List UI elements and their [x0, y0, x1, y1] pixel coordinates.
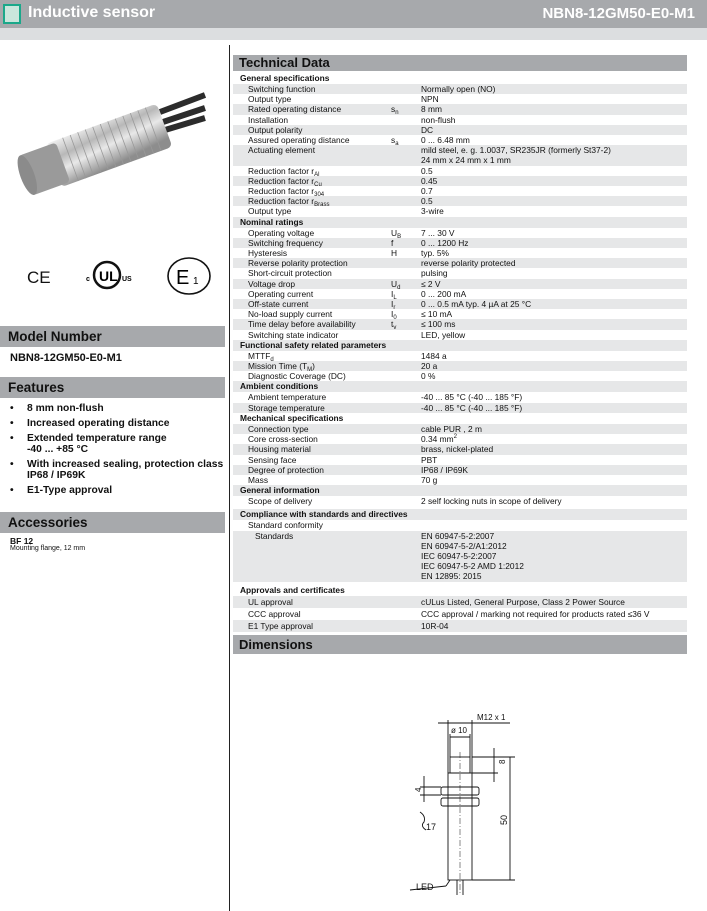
length-8-label: 8	[498, 759, 507, 764]
spec-value: DC	[421, 124, 434, 135]
model-number: NBN8-12GM50-E0-M1	[10, 352, 122, 364]
spec-value: 0.34 $mm^2$	[421, 434, 457, 445]
spec-row	[233, 455, 687, 465]
svg-text:1: 1	[193, 276, 199, 287]
spec-row	[233, 330, 687, 340]
spec-value: ≤ 10 mA	[421, 309, 453, 320]
section-heading: Ambient conditions	[233, 381, 687, 392]
spec-symbol	[391, 351, 421, 361]
spec-label: Time delay before availability	[248, 319, 356, 330]
spec-symbol	[391, 424, 421, 434]
spec-label: Diagnostic Coverage (DC)	[248, 371, 346, 382]
spec-label: Connection type	[248, 423, 309, 434]
spec-symbol	[391, 475, 421, 485]
spec-label: CCC approval	[248, 608, 301, 619]
accessories-heading: Accessories	[0, 512, 225, 533]
spec-symbol	[391, 206, 421, 216]
spec-label: Storage temperature	[248, 402, 325, 413]
spec-value: 0 ... 1200 Hz	[421, 237, 469, 248]
led-label: LED	[416, 882, 434, 892]
spec-row	[233, 434, 687, 444]
wrench-size-label: 17	[426, 822, 437, 832]
header-bar	[0, 0, 707, 28]
spec-value: IP68 / IP69K	[421, 464, 469, 475]
header-model: NBN8-12GM50-E0-M1	[542, 5, 695, 22]
dimensions-heading: Dimensions	[233, 635, 687, 654]
svg-text:E: E	[176, 267, 190, 289]
spec-row	[233, 289, 687, 299]
thread-label: M12 x 1	[477, 713, 506, 722]
spec-symbol	[391, 465, 421, 475]
spec-label: UL approval	[248, 596, 293, 607]
spec-label: Scope of delivery	[248, 496, 313, 507]
spec-row	[233, 531, 687, 582]
spec-row	[233, 248, 687, 258]
spec-value: 20 a	[421, 361, 438, 372]
spec-value: ≤ 2 V	[421, 278, 441, 289]
features-list	[10, 403, 223, 500]
spec-value: typ. 5%	[421, 248, 449, 259]
spec-symbol	[391, 520, 421, 530]
spec-row	[233, 258, 687, 268]
e1-logo	[166, 256, 214, 296]
spec-label: Reduction factor $r_{304}$	[248, 186, 325, 199]
accessory-description: Mounting flange, 12 mm	[10, 545, 86, 552]
technical-data-heading: Technical Data	[233, 55, 687, 71]
spec-value: 0.5	[421, 196, 433, 207]
feature-item: • Increased operating distance	[10, 418, 223, 429]
spec-row	[233, 371, 687, 381]
spec-symbol: $I_0$	[391, 309, 397, 322]
dimension-drawing	[380, 700, 540, 911]
spec-label: Short-circuit protection	[248, 268, 332, 279]
spec-label: Operating current	[248, 288, 314, 299]
spec-label: Installation	[248, 114, 289, 125]
spec-symbol	[391, 330, 421, 340]
spec-value: 0.5	[421, 165, 433, 176]
spec-value: 7 ... 30 V	[421, 227, 455, 238]
spec-symbol	[391, 125, 421, 135]
spec-label: Core cross-section	[248, 434, 318, 445]
spec-value: Normally open (NO)	[421, 84, 496, 94]
features-heading: Features	[0, 377, 225, 398]
spec-value: 0 %	[421, 371, 436, 382]
spec-symbol	[391, 258, 421, 268]
spec-symbol	[391, 94, 421, 104]
spec-value: EN 60947-5-2:2007 EN 60947-5-2/A1:2012 IEC 60947-5-2:2007 IEC 60947-5-2 AMD 1:2012 EN 12895: 2015	[421, 530, 524, 582]
spec-value: cable PUR , 2 m	[421, 423, 482, 434]
spec-value: cULus Listed, General Purpose, Class 2 Power Source	[421, 596, 625, 607]
brand-square-icon	[3, 4, 21, 24]
spec-label: Reduction factor $r_{Al}$	[248, 165, 320, 178]
spec-symbol	[391, 84, 421, 94]
spec-label: Assured operating distance	[248, 135, 350, 146]
section-heading: Compliance with standards and directives	[233, 509, 687, 520]
spec-symbol: $U_d$	[391, 278, 401, 291]
spec-row	[233, 424, 687, 434]
spec-label: Reverse polarity protection	[248, 258, 348, 269]
spec-label: Mass	[248, 474, 269, 485]
spec-symbol	[391, 361, 421, 371]
spec-value: reverse polarity protected	[421, 258, 516, 269]
spec-value: 0.7	[421, 186, 433, 197]
spec-value: non-flush	[421, 114, 456, 125]
spec-label: No-load supply current	[248, 309, 333, 320]
spec-row	[233, 238, 687, 248]
spec-row	[233, 104, 687, 117]
section-heading: General specifications	[240, 73, 330, 83]
spec-row	[233, 475, 687, 485]
spec-row	[233, 392, 687, 402]
culus-logo	[86, 258, 144, 292]
spec-label: Rated operating distance	[248, 104, 342, 115]
spec-symbol	[391, 268, 421, 278]
section-heading: General information	[233, 485, 687, 496]
spec-row	[233, 596, 687, 608]
technical-data	[233, 55, 687, 654]
spec-label: Output type	[248, 94, 292, 105]
spec-row	[233, 115, 687, 125]
spec-value	[421, 520, 687, 530]
spec-symbol: $t_v$	[391, 319, 397, 332]
spec-value: 70 g	[421, 474, 438, 485]
spec-row	[233, 196, 687, 209]
spec-value: 10R-04	[421, 621, 449, 632]
spec-label: Switching function	[248, 84, 316, 94]
spec-label: Reduction factor $r_{Cu}$	[248, 175, 322, 188]
spec-label: Reduction factor $r_{Brass}$	[248, 196, 330, 209]
section-heading: Approvals and certificates	[240, 584, 345, 595]
spec-label: Switching state indicator	[248, 329, 339, 340]
spec-symbol: f	[391, 237, 394, 248]
spec-row	[233, 351, 687, 361]
spec-label: Housing material	[248, 444, 311, 455]
spec-symbol	[391, 145, 421, 165]
spec-row	[233, 84, 687, 94]
spec-row	[233, 309, 687, 322]
model-number-heading: Model Number	[0, 326, 225, 347]
spec-symbol: $U_B$	[391, 227, 402, 240]
ce-logo: CE	[27, 268, 51, 287]
spec-row	[233, 465, 687, 475]
feature-item: • With increased sealing, protection class IP68 / IP69K	[10, 459, 223, 481]
section-heading: Functional safety related parameters	[233, 340, 687, 351]
spec-row	[233, 279, 687, 289]
nut-4-label: 4	[414, 787, 423, 792]
spec-row	[233, 125, 687, 135]
feature-item: • 8 mm non-flush	[10, 403, 223, 414]
spec-label: Standard conformity	[248, 520, 323, 531]
spec-label: Operating voltage	[248, 227, 315, 238]
spec-value: brass, nickel-plated	[421, 444, 494, 455]
spec-symbol	[391, 403, 421, 413]
spec-symbol	[391, 392, 421, 402]
spec-symbol	[391, 186, 421, 196]
spec-value: CCC approval / marking not required for products rated ≤36 V	[421, 608, 650, 619]
spec-label: Actuating element	[248, 145, 316, 156]
spec-symbol	[391, 455, 421, 465]
spec-symbol: $I_r$	[391, 299, 396, 312]
header-band	[0, 28, 707, 40]
section-heading: Nominal ratings	[233, 217, 687, 228]
spec-symbol	[391, 371, 421, 381]
spec-symbol	[391, 444, 421, 454]
spec-row	[233, 299, 687, 312]
spec-symbol	[391, 596, 421, 608]
svg-text:US: US	[122, 276, 132, 283]
spec-label: Ambient temperature	[248, 392, 327, 403]
spec-symbol: $s_a$	[391, 135, 399, 148]
spec-label: Output type	[248, 206, 292, 217]
spec-row	[233, 496, 687, 506]
spec-value: PBT	[421, 454, 438, 465]
spec-label: Sensing face	[248, 454, 297, 465]
spec-value: -40 ... 85 °C (-40 ... 185 °F)	[421, 392, 523, 403]
spec-value: 0.45	[421, 175, 438, 186]
spec-value: 1484 a	[421, 350, 447, 361]
spec-label: Off-state current	[248, 299, 309, 310]
spec-label: Voltage drop	[248, 278, 296, 289]
spec-value: LED, yellow	[421, 329, 466, 340]
section-heading: Mechanical specifications	[240, 412, 344, 423]
feature-item: • E1-Type approval	[10, 485, 223, 496]
spec-symbol	[391, 196, 421, 206]
spec-symbol	[391, 115, 421, 125]
spec-row	[233, 145, 687, 165]
spec-value: 8 mm	[421, 104, 442, 115]
spec-value: 0 ... 200 mA	[421, 288, 467, 299]
svg-text:c: c	[86, 276, 90, 283]
spec-row	[233, 206, 687, 216]
spec-row	[233, 520, 687, 530]
accessory-name: BF 12	[10, 536, 34, 546]
spec-label: E1 Type approval	[248, 621, 314, 632]
spec-row	[233, 403, 687, 413]
spec-label: Switching frequency	[248, 237, 323, 248]
spec-row	[233, 176, 687, 186]
spec-value: NPN	[421, 94, 439, 105]
spec-row	[233, 166, 687, 176]
spec-label: Standards	[255, 530, 294, 541]
spec-row	[233, 319, 687, 332]
spec-value: 3-wire	[421, 206, 444, 217]
spec-label: Mission Time $(T_M)$	[248, 361, 315, 374]
spec-label: Output polarity	[248, 124, 303, 135]
spec-value: -40 ... 85 °C (-40 ... 185 °F)	[421, 402, 523, 413]
spec-symbol: H	[391, 248, 398, 259]
spec-value: mild steel, e. g. 1.0037, SR235JR (formerly St37-2) 24 mm x 24 mm x 1 mm	[421, 145, 611, 166]
diameter-label: ø 10	[451, 726, 468, 735]
spec-symbol: $I_L$	[391, 288, 397, 301]
spec-value: 0 ... 6.48 mm	[421, 135, 470, 146]
spec-value: ≤ 100 ms	[421, 319, 456, 330]
spec-row	[233, 186, 687, 199]
spec-symbol: $s_n$	[391, 104, 399, 117]
spec-row	[233, 228, 687, 238]
svg-text:UL: UL	[99, 268, 118, 284]
spec-symbol	[391, 496, 421, 506]
spec-label: $MTTF_d$	[248, 350, 274, 363]
spec-row	[233, 94, 687, 104]
spec-row	[233, 268, 687, 278]
spec-label: Hysteresis	[248, 248, 288, 259]
spec-symbol	[391, 531, 421, 582]
spec-label: Degree of protection	[248, 464, 324, 475]
product-image	[0, 50, 228, 250]
spec-value: 2 self locking nuts in scope of delivery	[421, 496, 562, 507]
spec-symbol	[391, 620, 421, 632]
spec-row	[233, 444, 687, 454]
feature-item: • Extended temperature range -40 ... +85 °C	[10, 433, 223, 455]
spec-symbol	[391, 434, 421, 444]
column-divider	[229, 45, 230, 911]
spec-row	[233, 608, 687, 620]
spec-row	[233, 135, 687, 148]
length-50-label: 50	[499, 814, 509, 825]
spec-row	[233, 620, 687, 632]
spec-value: pulsing	[421, 268, 448, 279]
spec-symbol	[391, 166, 421, 176]
spec-row	[233, 361, 687, 374]
spec-symbol	[391, 176, 421, 186]
spec-symbol	[391, 608, 421, 620]
spec-value: 0 ... 0.5 mA typ. 4 µA at 25 °C	[421, 299, 532, 310]
product-category: Inductive sensor	[28, 4, 156, 21]
spec-table	[233, 73, 687, 632]
